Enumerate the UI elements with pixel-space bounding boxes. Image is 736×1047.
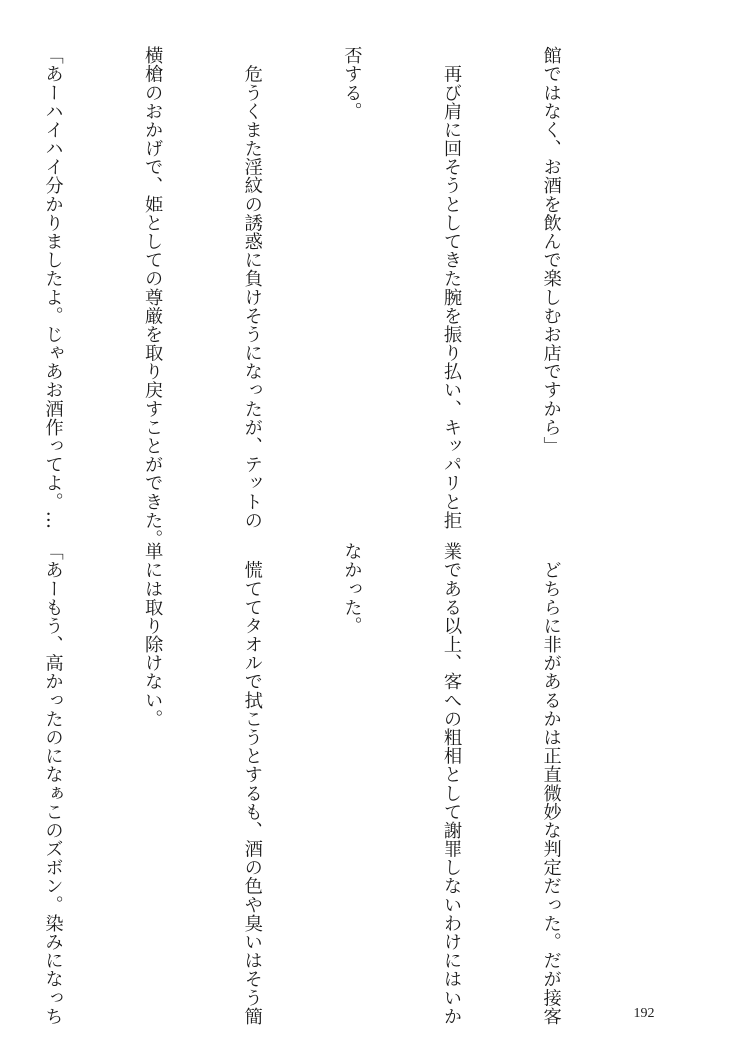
text-column: 「あーもう、高かったのになぁこのズボン。染みになっち [42, 542, 64, 1026]
text-column: 危うくまた淫紋の誘惑に負けそうになったが、テットの [241, 46, 263, 530]
text-column: 否する。 [341, 46, 363, 121]
page-number: 192 [633, 1006, 655, 1021]
lower-text-block [42, 542, 634, 1026]
text-column: 単には取り除けない。 [142, 542, 164, 728]
upper-text-block [42, 46, 634, 548]
text-column: 横槍のおかげで、姫としての尊厳を取り戻すことができた。 [142, 46, 164, 548]
text-column: 慌ててタオルで拭こうとするも、酒の色や臭いはそう簡 [241, 542, 263, 1026]
text-column: なかった。 [341, 542, 363, 635]
text-column: 「あーハイハイ分かりましたよ。じゃあお酒作ってよ。… [42, 46, 64, 530]
text-column: 業である以上、客への粗相として謝罪しないわけにはいか [440, 542, 462, 1026]
text-column: 再び肩に回そうとしてきた腕を振り払い、キッパリと拒 [440, 46, 462, 530]
text-column: 館ではなく、お酒を飲んで楽しむお店ですから」 [540, 46, 562, 455]
text-column: どちらに非があるかは正直微妙な判定だった。だが接客 [540, 542, 562, 1026]
